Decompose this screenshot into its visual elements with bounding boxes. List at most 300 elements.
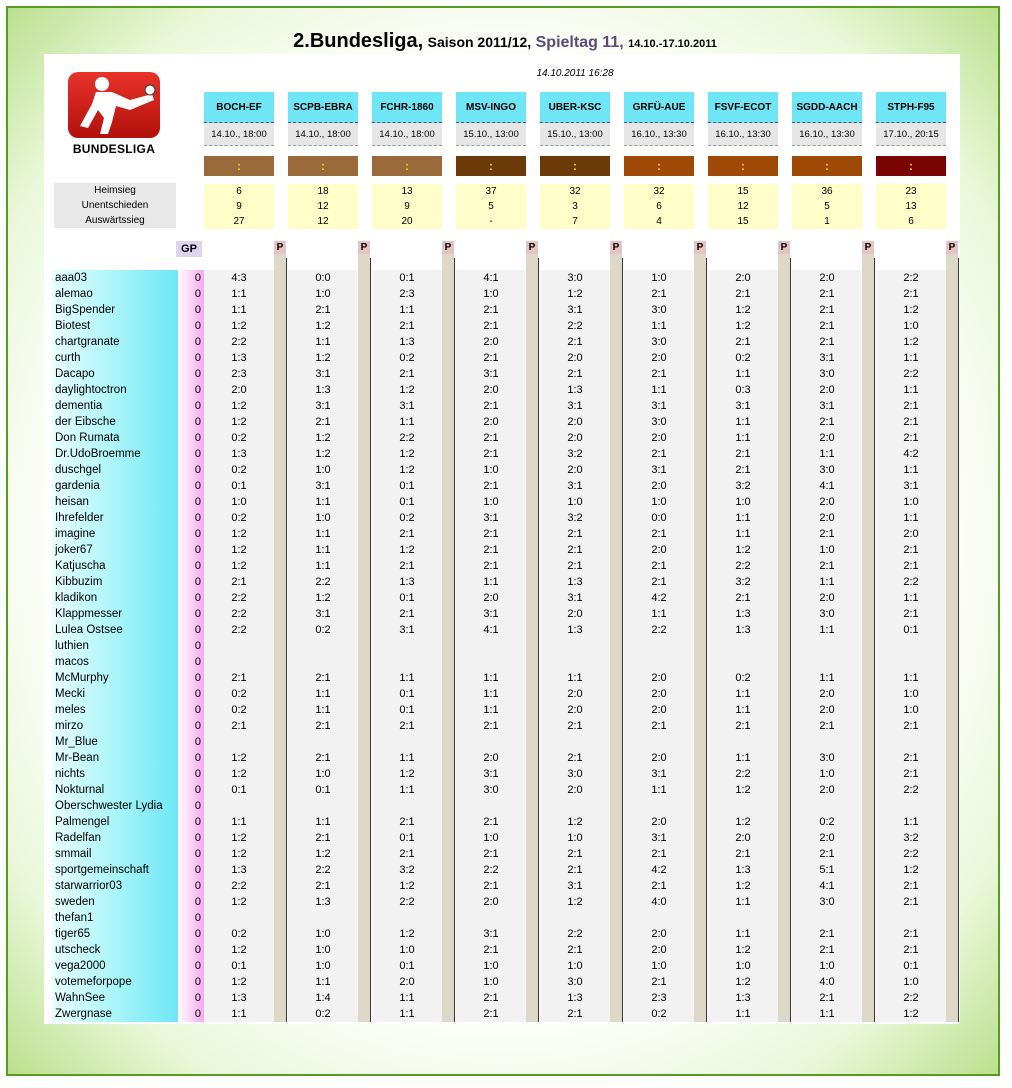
tip-cell: 1:3 [567, 992, 583, 1004]
match-header [204, 92, 274, 229]
tip-cell: 1:1 [231, 1008, 247, 1020]
tip-cell: 2:0 [567, 416, 583, 428]
tip-cell: 1:3 [735, 864, 751, 876]
tip-cell: 2:1 [819, 336, 835, 348]
tip-cell: 2:1 [315, 672, 331, 684]
tip-cell: 2:0 [483, 592, 499, 604]
tip-cell: 1:2 [231, 400, 247, 412]
tip-cell: 2:1 [903, 768, 919, 780]
tip-cell: 1:2 [231, 752, 247, 764]
tip-cell: 2:0 [735, 832, 751, 844]
tip-cell: 2:1 [819, 560, 835, 572]
tip-cell: 2:1 [819, 928, 835, 940]
tip-cell: 1:1 [735, 752, 751, 764]
tip-cell: 3:1 [651, 464, 667, 476]
player-name: utscheck [55, 944, 101, 956]
tip-cell: 4:1 [819, 880, 835, 892]
tip-cell: 1:1 [903, 672, 919, 684]
tip-cell: 2:1 [651, 976, 667, 988]
tip-cell: 1:0 [315, 512, 331, 524]
player-name: kladikon [55, 592, 98, 604]
tip-cell: 1:1 [735, 512, 751, 524]
season-label: Saison 2011/12, [427, 34, 532, 50]
tip-cell [372, 910, 442, 926]
points-column [778, 254, 790, 1022]
tip-cell: 2:1 [567, 720, 583, 732]
tip-cell: 1:1 [315, 544, 331, 556]
tip-cell: 2:0 [819, 496, 835, 508]
tip-cell: 2:1 [483, 448, 499, 460]
player-gp: 0 [194, 272, 201, 284]
tip-cell: 1:2 [231, 560, 247, 572]
matchday-label: Spieltag 11, [535, 34, 624, 51]
tip-cell: 3:1 [651, 832, 667, 844]
points-header: P [862, 241, 874, 255]
tip-cell: 2:2 [903, 784, 919, 796]
tip-cell [288, 654, 358, 670]
tips-column [456, 270, 526, 1022]
tip-cell: 2:1 [483, 544, 499, 556]
tip-cell: 2:0 [483, 384, 499, 396]
tip-cell: 1:0 [903, 704, 919, 716]
tip-cell: 0:2 [231, 464, 247, 476]
tip-cell: 1:1 [819, 672, 835, 684]
tip-cell: 1:0 [735, 496, 751, 508]
tip-cell: 2:2 [483, 864, 499, 876]
tip-cell: 0:2 [651, 1008, 667, 1020]
match-stats [624, 184, 694, 229]
tip-cell: 1:0 [483, 832, 499, 844]
tip-cell [540, 910, 610, 926]
tip-cell: 2:1 [819, 288, 835, 300]
player-gp: 0 [194, 848, 201, 860]
tip-cell: 0:2 [819, 816, 835, 828]
tip-cell: 0:2 [399, 512, 415, 524]
tip-cell: 2:1 [567, 368, 583, 380]
tip-cell: 3:1 [567, 480, 583, 492]
tip-cell: 1:2 [735, 784, 751, 796]
match-stats [792, 184, 862, 229]
tip-cell: 1:2 [231, 832, 247, 844]
tip-cell: 3:2 [735, 480, 751, 492]
match-date: 16.10., 13:30 [708, 123, 778, 146]
player-name: Zwergnase [55, 1008, 112, 1020]
tip-cell: 1:1 [651, 384, 667, 396]
tip-cell: 3:1 [819, 400, 835, 412]
tip-cell: 4:1 [483, 624, 499, 636]
tip-cell: 1:2 [735, 976, 751, 988]
logo-wordmark: BUNDESLIGA [72, 142, 156, 156]
tip-cell: 3:1 [567, 400, 583, 412]
tip-cell: 2:1 [483, 816, 499, 828]
tip-cell: 0:2 [315, 624, 331, 636]
player-name: McMurphy [55, 672, 109, 684]
tip-cell: 2:1 [399, 608, 415, 620]
tip-cell: 2:2 [903, 992, 919, 1004]
league-title: 2.Bundesliga, [293, 30, 424, 52]
tip-cell [624, 734, 694, 750]
tip-cell: 4:2 [651, 864, 667, 876]
tip-cell [540, 638, 610, 654]
column-divider [286, 258, 287, 1022]
tip-cell: 2:1 [231, 672, 247, 684]
tip-cell [540, 654, 610, 670]
tip-cell: 3:0 [567, 768, 583, 780]
tip-cell: 2:1 [903, 400, 919, 412]
tip-cell: 2:1 [651, 848, 667, 860]
tip-cell: 0:1 [231, 960, 247, 972]
tip-cell: 1:2 [567, 816, 583, 828]
tip-cell: 1:0 [567, 832, 583, 844]
tip-cell: 3:1 [315, 608, 331, 620]
tips-column [540, 270, 610, 1022]
tip-cell: 2:0 [483, 416, 499, 428]
player-gp: 0 [194, 464, 201, 476]
player-name: Don Rumata [55, 432, 120, 444]
tip-cell: 3:2 [903, 832, 919, 844]
tip-cell: 3:1 [399, 624, 415, 636]
column-divider [454, 258, 455, 1022]
tip-cell: 1:0 [903, 496, 919, 508]
tip-cell: 1:4 [315, 992, 331, 1004]
tip-cell: 2:0 [651, 352, 667, 364]
player-name: Klappmesser [55, 608, 123, 620]
tip-cell: 1:1 [651, 608, 667, 620]
match-stats [372, 184, 442, 229]
tip-cell: 0:2 [735, 672, 751, 684]
tip-cell: 2:1 [819, 848, 835, 860]
player-gp: 0 [194, 976, 201, 988]
tip-cell: 2:0 [567, 352, 583, 364]
tip-cell: 2:1 [483, 1008, 499, 1020]
tip-cell: 4:0 [651, 896, 667, 908]
player-name: Mr_Blue [55, 736, 98, 748]
tip-cell: 3:1 [483, 928, 499, 940]
tip-cell [624, 910, 694, 926]
player-name: meles [55, 704, 86, 716]
points-column [694, 254, 706, 1022]
tip-cell: 2:1 [567, 1008, 583, 1020]
tip-cell: 2:1 [315, 720, 331, 732]
tip-cell: 0:1 [903, 960, 919, 972]
column-divider [622, 258, 623, 1022]
tip-cell: 1:1 [315, 976, 331, 988]
tip-cell: 3:1 [567, 592, 583, 604]
tip-cell: 1:0 [231, 496, 247, 508]
match-result: : [708, 156, 778, 176]
tip-cell: 2:1 [903, 752, 919, 764]
tip-cell: 1:2 [735, 816, 751, 828]
stat-away: 27 [233, 216, 245, 227]
tip-cell: 1:3 [231, 864, 247, 876]
tip-cell: 2:1 [483, 432, 499, 444]
points-header: P [946, 241, 958, 255]
tip-cell: 2:0 [819, 704, 835, 716]
tip-cell: 2:0 [651, 928, 667, 940]
tip-cell: 2:1 [651, 448, 667, 460]
match-name: FCHR-1860 [372, 92, 442, 123]
tip-cell: 1:0 [483, 464, 499, 476]
tip-cell: 4:0 [819, 976, 835, 988]
match-header [540, 92, 610, 229]
tip-cell: 1:1 [735, 528, 751, 540]
tip-cell: 2:1 [567, 848, 583, 860]
tip-cell: 1:1 [903, 352, 919, 364]
gp-column [178, 270, 204, 1022]
tip-cell: 2:1 [399, 368, 415, 380]
player-name: WahnSee [55, 992, 106, 1004]
tip-cell: 2:0 [735, 272, 751, 284]
tip-cell: 2:0 [819, 384, 835, 396]
tip-cell: 1:1 [315, 704, 331, 716]
logo-emblem [68, 72, 160, 138]
tip-cell: 2:1 [903, 944, 919, 956]
tip-cell: 2:0 [651, 544, 667, 556]
tip-cell: 1:1 [231, 816, 247, 828]
tip-cell: 1:2 [231, 976, 247, 988]
tip-cell: 3:1 [399, 400, 415, 412]
player-name: chartgranate [55, 336, 120, 348]
tip-cell: 2:1 [651, 288, 667, 300]
match-name: GRFÜ-AUE [624, 92, 694, 123]
tip-cell: 0:1 [231, 480, 247, 492]
tip-cell: 3:0 [483, 784, 499, 796]
tip-cell: 1:1 [903, 816, 919, 828]
points-header: P [778, 241, 790, 255]
player-gp: 0 [194, 672, 201, 684]
player-name: imagine [55, 528, 96, 540]
tip-cell: 2:2 [231, 336, 247, 348]
player-gp: 0 [194, 560, 201, 572]
stat-away: 20 [401, 216, 413, 227]
tip-cell: 2:1 [567, 752, 583, 764]
player-gp: 0 [194, 880, 201, 892]
tip-cell: 1:2 [399, 768, 415, 780]
tip-cell: 2:1 [735, 720, 751, 732]
stat-home: 36 [821, 186, 833, 197]
tip-cell [876, 798, 946, 814]
tip-cell [708, 910, 778, 926]
tip-cell: 2:1 [735, 848, 751, 860]
player-name: sportgemeinschaft [55, 864, 149, 876]
tip-cell: 1:0 [735, 960, 751, 972]
tip-cell: 2:2 [315, 576, 331, 588]
stat-draw: 3 [572, 201, 578, 212]
tip-cell: 1:1 [483, 576, 499, 588]
tip-cell: 1:1 [315, 528, 331, 540]
tip-cell: 2:1 [819, 304, 835, 316]
match-name: SCPB-EBRA [288, 92, 358, 123]
tip-cell: 1:3 [315, 896, 331, 908]
tip-cell: 1:2 [735, 544, 751, 556]
tip-cell: 3:0 [819, 608, 835, 620]
tip-cell: 0:2 [231, 704, 247, 716]
tip-cell: 2:1 [903, 880, 919, 892]
tip-cell: 2:0 [819, 512, 835, 524]
tip-cell [792, 654, 862, 670]
points-column [526, 254, 538, 1022]
match-result: : [288, 156, 358, 176]
tip-cell [708, 638, 778, 654]
stat-home: 13 [401, 186, 413, 197]
tip-cell: 1:1 [399, 304, 415, 316]
tip-cell: 1:2 [231, 944, 247, 956]
match-date: 17.10., 20:15 [876, 123, 946, 146]
tip-cell: 1:1 [903, 464, 919, 476]
tip-cell: 0:1 [399, 960, 415, 972]
tip-cell: 3:0 [651, 416, 667, 428]
tip-cell: 3:1 [315, 400, 331, 412]
match-stats [204, 184, 274, 229]
points-header: P [442, 241, 454, 255]
stat-label-away: Auswärtssieg [85, 215, 145, 226]
tip-cell: 1:1 [651, 784, 667, 796]
tip-cell: 2:0 [819, 688, 835, 700]
tip-cell: 2:1 [399, 528, 415, 540]
gp-header: GP [176, 241, 202, 257]
player-gp: 0 [194, 416, 201, 428]
tip-cell: 2:1 [483, 480, 499, 492]
tip-cell: 1:1 [399, 784, 415, 796]
player-name: Mr-Bean [55, 752, 100, 764]
player-name: gardenia [55, 480, 100, 492]
tip-cell: 3:2 [399, 864, 415, 876]
match-date: 14.10., 18:00 [288, 123, 358, 146]
tip-cell: 2:1 [903, 544, 919, 556]
tip-cell: 2:2 [567, 320, 583, 332]
tip-cell: 2:0 [567, 464, 583, 476]
tip-cell: 2:1 [735, 336, 751, 348]
player-name: BigSpender [55, 304, 116, 316]
tip-cell: 2:0 [567, 784, 583, 796]
match-date: 15.10., 13:00 [540, 123, 610, 146]
tip-cell [708, 798, 778, 814]
tip-cell: 1:1 [231, 304, 247, 316]
tip-cell: 2:1 [483, 880, 499, 892]
column-divider [790, 258, 791, 1022]
tip-cell: 1:1 [819, 576, 835, 588]
match-header [372, 92, 442, 229]
tip-cell: 3:0 [651, 336, 667, 348]
stat-draw: 9 [404, 201, 410, 212]
tip-cell: 2:0 [231, 384, 247, 396]
tip-cell: 1:2 [399, 384, 415, 396]
tip-cell: 1:1 [399, 1008, 415, 1020]
tip-cell: 2:1 [735, 464, 751, 476]
stat-away: - [489, 216, 493, 227]
match-result: : [792, 156, 862, 176]
points-header: P [274, 241, 286, 255]
tip-cell: 2:0 [483, 752, 499, 764]
tip-cell: 3:1 [819, 352, 835, 364]
tip-cell: 1:1 [819, 448, 835, 460]
tip-cell: 2:1 [567, 864, 583, 876]
tip-cell: 1:1 [315, 560, 331, 572]
player-name: daylightoctron [55, 384, 127, 396]
tip-cell: 3:1 [483, 512, 499, 524]
stat-away: 1 [824, 216, 830, 227]
match-result: : [456, 156, 526, 176]
tip-cell: 1:2 [903, 304, 919, 316]
player-gp: 0 [194, 576, 201, 588]
player-name: Biotest [55, 320, 91, 332]
tip-cell: 2:1 [903, 432, 919, 444]
tip-cell: 2:1 [735, 448, 751, 460]
tip-cell: 3:1 [651, 400, 667, 412]
tip-cell: 2:0 [651, 688, 667, 700]
player-silhouette-icon [68, 72, 160, 138]
player-name: dementia [55, 400, 103, 412]
tip-cell: 2:1 [903, 896, 919, 908]
player-name: macos [55, 656, 89, 668]
tip-cell: 3:2 [567, 512, 583, 524]
tips-column [792, 270, 862, 1022]
tip-cell: 2:0 [819, 832, 835, 844]
player-gp: 0 [194, 480, 201, 492]
tip-cell: 2:1 [483, 304, 499, 316]
tip-cell: 2:1 [567, 560, 583, 572]
tip-cell: 1:2 [567, 896, 583, 908]
player-name: duschgel [55, 464, 102, 476]
points-header: P [610, 241, 622, 255]
tip-cell: 2:2 [735, 768, 751, 780]
tip-cell: 3:2 [735, 576, 751, 588]
stat-label-home: Heimsieg [94, 185, 136, 196]
tip-cell: 0:1 [399, 480, 415, 492]
tip-cell: 2:1 [399, 320, 415, 332]
tip-cell: 1:2 [231, 896, 247, 908]
tip-cell: 2:1 [903, 928, 919, 940]
tip-cell: 2:1 [651, 880, 667, 892]
player-gp: 0 [194, 656, 201, 668]
tip-cell: 3:1 [483, 768, 499, 780]
stat-draw: 5 [824, 201, 830, 212]
tip-cell: 1:0 [315, 944, 331, 956]
tip-cell: 4:3 [231, 272, 247, 284]
player-name: smmail [55, 848, 92, 860]
tip-cell: 1:2 [735, 320, 751, 332]
tip-cell: 1:1 [735, 928, 751, 940]
tip-cell [204, 910, 274, 926]
tip-cell: 1:0 [315, 928, 331, 940]
tip-cell: 2:1 [315, 416, 331, 428]
player-name: Radelfan [55, 832, 102, 844]
tip-cell: 1:1 [483, 688, 499, 700]
tip-cell: 3:1 [315, 368, 331, 380]
match-stats [540, 184, 610, 229]
player-name: thefan1 [55, 912, 94, 924]
player-gp: 0 [194, 944, 201, 956]
player-gp: 0 [194, 704, 201, 716]
player-name: heisan [55, 496, 89, 508]
tip-cell: 3:0 [819, 464, 835, 476]
tip-cell: 1:0 [651, 960, 667, 972]
tip-cell [708, 654, 778, 670]
tip-cell: 1:2 [231, 848, 247, 860]
tip-cell: 2:1 [567, 528, 583, 540]
tip-cell: 0:1 [903, 624, 919, 636]
player-gp: 0 [194, 320, 201, 332]
match-name: STPH-F95 [876, 92, 946, 123]
points-column [862, 254, 874, 1022]
tip-cell: 2:1 [903, 416, 919, 428]
tip-cell [876, 638, 946, 654]
player-gp: 0 [194, 512, 201, 524]
match-date: 16.10., 13:30 [624, 123, 694, 146]
tip-cell: 2:2 [231, 592, 247, 604]
tip-cell: 3:0 [567, 976, 583, 988]
tip-cell: 1:1 [315, 816, 331, 828]
